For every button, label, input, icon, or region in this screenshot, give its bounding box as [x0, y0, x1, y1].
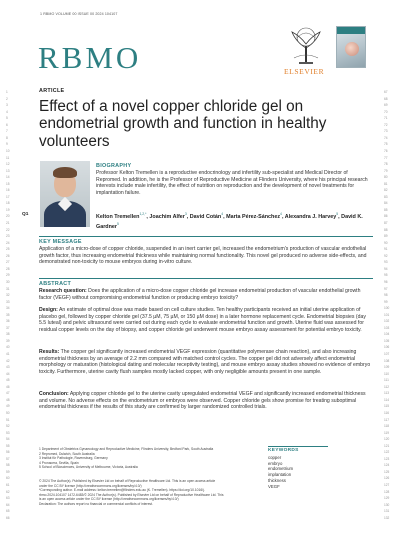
affiliation-line: 1 Department of Obstetrics Gynaecology and Reproductive Medicine, Flinders University, Bedford Park, South Australia	[39, 447, 214, 451]
line-number: 56	[6, 450, 10, 455]
line-number: 26	[6, 253, 10, 258]
keyword-item[interactable]: endometrium	[268, 466, 294, 472]
line-number: 29	[6, 273, 10, 278]
line-number: 7	[6, 129, 8, 134]
abstract-results: Results: The copper gel significantly increased endometrial VEGF expression (quantitative polymerase chain reaction), and also increasing endometrial thickness by an average of 2.2 mm compared with matched control cycles. The copper gel did not adversely affect endometrial morphology or maturation (histological dating and molecular receptivity testing), and mouse embryo assay studies showed no evidence of embryo toxicity. Furthermore, uterine cavity flush samples mostly lacked copper, with only negligible amounts present in one sample.	[39, 349, 371, 375]
line-number: 75	[384, 142, 388, 147]
line-number: 102	[384, 319, 390, 324]
line-number: 68	[384, 96, 388, 101]
author-name[interactable]: David K. Gardner	[96, 213, 363, 230]
cover-band	[337, 27, 365, 34]
line-number: 20	[6, 214, 10, 219]
line-number: 6	[6, 122, 8, 127]
line-number: 116	[384, 410, 390, 415]
author-separator: ,	[146, 213, 150, 220]
query-marker: Q1	[22, 212, 29, 217]
line-number: 101	[384, 312, 390, 317]
keyword-item[interactable]: embryo	[268, 460, 283, 466]
line-number: 106	[384, 345, 390, 350]
keyword-item[interactable]: VEGF	[268, 483, 280, 489]
line-number: 120	[384, 437, 390, 442]
line-number: 83	[384, 194, 388, 199]
line-number: 4	[6, 109, 8, 114]
line-number: 111	[384, 378, 389, 383]
line-number: 70	[384, 109, 388, 114]
line-number: 42	[6, 358, 10, 363]
line-number: 2	[6, 96, 8, 101]
line-number: 92	[384, 253, 388, 258]
line-number: 63	[6, 496, 10, 501]
line-number: 125	[384, 469, 390, 474]
line-number: 100	[384, 306, 390, 311]
affiliation-line: 3 Institut für Pathologie, Ravensburg, Germany	[39, 456, 108, 460]
line-number: 79	[384, 168, 388, 173]
line-number: 32	[6, 293, 10, 298]
line-number: 84	[384, 201, 388, 206]
author-name[interactable]: Marta Pérez-Sánchez	[226, 213, 281, 220]
keywords-list	[268, 455, 293, 489]
line-number: 129	[384, 496, 390, 501]
divider-abstract	[39, 278, 373, 279]
line-number: 66	[6, 515, 10, 520]
line-number: 126	[384, 476, 390, 481]
line-number: 53	[6, 430, 10, 435]
line-number: 44	[6, 371, 10, 376]
line-number: 50	[6, 410, 10, 415]
author-separator: ,	[338, 213, 342, 220]
line-number: 128	[384, 489, 390, 494]
biography-heading: BIOGRAPHY	[96, 163, 132, 169]
line-number: 48	[6, 397, 10, 402]
author-affiliation-marker[interactable]: 4	[280, 212, 282, 216]
divider-keywords	[268, 446, 328, 447]
publisher-name[interactable]: ELSEVIER	[284, 67, 325, 76]
line-number: 131	[384, 509, 390, 514]
copyright-notes	[39, 479, 259, 506]
abstract-design: Design: An estimate of optimal dose was made based on cell culture studies. Ten healthy participants received an initial uterine application of placebo gel, followed by copper chloride gel (37.5 µM, 75 µM, or 150 µM dose) in a later hormone replacement cycle. Endometrial biopsies (day 5.5 luteal) and pelvic ultrasound were carried out during each cycle to evaluate endometrial function and growth. Uterine fluid was assessed for residual copper levels on the day of biopsy, and copper chloride gel underwent mouse embryo assay assessment for potential embryo toxicity.	[39, 307, 366, 333]
line-number: 25	[6, 247, 10, 252]
line-number: 80	[384, 175, 388, 180]
abstract-conclusion: Conclusion: Applying copper chloride gel to the uterine cavity upregulated endometrial VEGF and significantly increased endometrial thickness and volume. No adverse effects on the endometrium or embryos were observed. Copper chloride gels show promise for treating suboptimal endometrial thickness if the results of this study are confirmed by larger randomized controlled trials.	[39, 391, 366, 411]
line-number: 73	[384, 129, 388, 134]
line-number: 28	[6, 266, 10, 271]
author-separator: ,	[186, 213, 190, 220]
line-number: 41	[6, 352, 10, 356]
author-affiliation-marker[interactable]: 3	[184, 212, 187, 216]
line-number: 82	[384, 188, 388, 193]
line-number: 65	[6, 509, 10, 514]
line-number: 99	[384, 299, 388, 304]
line-number: 81	[384, 181, 388, 186]
line-number: 49	[6, 404, 10, 409]
line-number: 37	[6, 325, 10, 330]
line-number: 46	[6, 384, 10, 389]
line-number: 21	[6, 221, 10, 225]
line-number: 58	[6, 463, 10, 468]
author-name[interactable]: David Cotán	[189, 213, 222, 220]
copyright-line: under the CC BY license (http://creativecommons.org/licenses/by/4.0/)	[39, 483, 142, 488]
line-number: 85	[384, 207, 388, 212]
line-number: 17	[6, 194, 10, 199]
line-number: 89	[384, 234, 388, 239]
article-type-label: ARTICLE	[39, 88, 65, 94]
line-number: 87	[384, 221, 388, 225]
line-number: 72	[384, 122, 388, 127]
affiliation-line: 2 Repromed, Dulwich, South Australia	[39, 451, 95, 456]
author-photo	[40, 161, 90, 227]
line-number: 96	[384, 279, 388, 284]
article-title: Effect of a novel copper chloride gel on endometrial growth and function in healthy volunteers	[39, 98, 327, 150]
line-number: 33	[6, 299, 10, 304]
line-number: 95	[384, 273, 388, 278]
author-affiliation-marker[interactable]: 5	[116, 222, 119, 226]
line-number: 112	[384, 384, 390, 389]
line-number: 115	[384, 404, 390, 409]
line-number: 91	[384, 247, 388, 252]
line-number: 15	[6, 181, 10, 186]
biography-text: Professor Kelton Tremellen is a reproductive endocrinology and infertility sub-specialist and Medical Director of Repromed. In addition, he is the Professor of Reproductive Medicine at Flinders University, where his principal research interests include male infertility, the effect of nutrition on reproduction and the development of novel treatments for implantation failure.	[96, 170, 368, 196]
line-number: 69	[384, 103, 388, 108]
abstract-research-question: Research question: Does the application of a micro-dose copper chloride gel increase endometrial production of vascular endothelial growth factor (VEGF) without compromising endometrial function or producing embryo toxicity?	[39, 288, 361, 301]
line-number: 77	[384, 155, 388, 160]
line-number: 54	[6, 437, 10, 442]
affiliation-line: 5 School of Biosciences, University of Melbourne, Victoria, Australia	[39, 465, 138, 469]
line-number: 1	[6, 90, 8, 94]
affiliation-line: 4 Pronacera, Sevilla, Spain	[39, 460, 79, 465]
copyright-line: © 2024 The Author(s). Published by Elsevier Ltd on behalf of Reproductive Healthcare Ltd. This is an open access article	[39, 479, 216, 483]
line-number: 109	[384, 365, 390, 370]
line-number: 94	[384, 266, 388, 271]
line-number: 110	[384, 371, 390, 376]
line-number: 9	[6, 142, 8, 147]
keyword-item[interactable]: thickness	[268, 477, 286, 483]
line-number: 88	[384, 227, 388, 232]
journal-logo[interactable]: RBMO	[38, 40, 142, 75]
line-number: 12	[6, 162, 10, 167]
keyword-item[interactable]: implantation	[268, 472, 292, 478]
author-name[interactable]: Joachim Alfer	[149, 213, 185, 220]
divider-key-message	[39, 236, 373, 237]
line-number: 124	[384, 463, 390, 468]
keyword-item[interactable]: copper	[268, 455, 282, 460]
author-name[interactable]: Alexandra J. Harvey	[284, 213, 337, 220]
copyright-line: Declaration: The authors report no financial or commercial conflicts of interest.	[39, 501, 153, 506]
line-number: 107	[384, 352, 390, 356]
line-number: 121	[384, 443, 390, 448]
author-separator: ,	[281, 213, 285, 220]
line-number: 127	[384, 483, 390, 487]
author-name[interactable]: Kelton Tremellen	[96, 213, 140, 220]
line-number: 8	[6, 135, 8, 140]
line-number: 40	[6, 345, 10, 350]
line-number: 34	[6, 306, 10, 311]
line-number: 3	[6, 103, 8, 108]
line-number: 55	[6, 443, 10, 448]
author-separator: ,	[223, 213, 227, 220]
line-number: 76	[384, 148, 388, 153]
line-number: 11	[6, 155, 10, 160]
line-number: 86	[384, 214, 388, 219]
author-list	[96, 211, 372, 231]
affiliations	[39, 447, 259, 470]
line-number: 122	[384, 450, 390, 455]
photo-hair	[53, 167, 77, 178]
key-message-text: Application of a micro-dose of copper chloride, suspended in an inert carrier gel, increased the endometrium's production of vascular endothelial growth factor, thus increasing endometrial thickness while maintaining normal functionality. This novel gel produced no adverse side-effects, and demonstrated non-toxicity to mouse embryos during in-vitro culture.	[39, 246, 367, 266]
line-number: 104	[384, 332, 390, 337]
journal-cover-thumbnail[interactable]	[336, 26, 366, 68]
line-number: 130	[384, 502, 390, 507]
line-number: 114	[384, 397, 390, 402]
line-number: 13	[6, 168, 10, 173]
line-number: 22	[6, 227, 10, 232]
abstract-heading: ABSTRACT	[39, 281, 72, 287]
line-number: 119	[384, 430, 390, 435]
line-number: 24	[6, 240, 10, 245]
line-number: 71	[384, 116, 388, 121]
author-affiliation-marker[interactable]: 1,2,*	[139, 212, 147, 216]
line-number: 45	[6, 378, 10, 383]
line-number: 35	[6, 312, 10, 317]
line-number: 16	[6, 188, 10, 193]
line-number: 30	[6, 279, 10, 284]
line-number: 123	[384, 456, 390, 461]
line-number: 78	[384, 162, 388, 167]
line-number: 117	[384, 417, 390, 422]
line-number: 108	[384, 358, 390, 363]
line-number: 105	[384, 338, 390, 343]
line-number: 59	[6, 469, 10, 474]
line-number: 62	[6, 489, 10, 494]
copyright-line: *Corresponding author. E-mail address: kelton.tremellen@flinders.edu.au (K. Tremellen). https://doi.org/10.1016/j.	[39, 488, 205, 492]
line-number: 67	[384, 90, 388, 94]
line-number: 113	[384, 391, 390, 396]
line-number: 51	[6, 417, 10, 422]
line-number: 5	[6, 116, 8, 121]
copyright-line: rbmo.2024.104107 1472-6483/© 2024 The Author(s). Published by Elsevier Ltd on behalf of Reproductive Healthcare Ltd. This	[39, 492, 224, 497]
running-head: 1 RBMO VOLUME 00 ISSUE 00 2024 104107	[40, 12, 118, 16]
line-number: 103	[384, 325, 390, 330]
line-number: 118	[384, 424, 390, 429]
line-number: 36	[6, 319, 10, 324]
elsevier-tree-icon	[286, 24, 326, 66]
author-affiliation-marker[interactable]: 4	[221, 212, 224, 216]
line-number: 90	[384, 240, 388, 245]
cover-image	[345, 42, 359, 56]
line-number: 61	[6, 483, 10, 487]
line-number: 93	[384, 260, 388, 265]
keywords-heading: KEYWORDS	[268, 448, 299, 453]
line-number: 98	[384, 293, 388, 298]
line-number: 64	[6, 502, 10, 507]
line-number: 132	[384, 515, 390, 520]
line-number: 74	[384, 135, 388, 140]
line-number: 38	[6, 332, 10, 337]
line-number: 10	[6, 148, 10, 153]
line-number: 14	[6, 175, 10, 180]
line-number: 60	[6, 476, 10, 481]
line-number: 57	[6, 456, 10, 461]
line-number: 27	[6, 260, 10, 265]
copyright-line: is an open access article under the CC BY license (http://creativecommons.org/licenses/by/4.0/)	[39, 497, 179, 501]
line-number: 31	[6, 286, 10, 291]
line-number: 52	[6, 424, 10, 429]
line-number: 43	[6, 365, 10, 370]
key-message-heading: KEY MESSAGE	[39, 239, 82, 245]
author-affiliation-marker[interactable]: 5	[336, 212, 339, 216]
line-number: 18	[6, 201, 10, 206]
line-number: 23	[6, 234, 10, 239]
line-number: 47	[6, 391, 10, 396]
line-number: 19	[6, 207, 10, 212]
line-number: 97	[384, 286, 388, 291]
line-number: 39	[6, 338, 10, 343]
